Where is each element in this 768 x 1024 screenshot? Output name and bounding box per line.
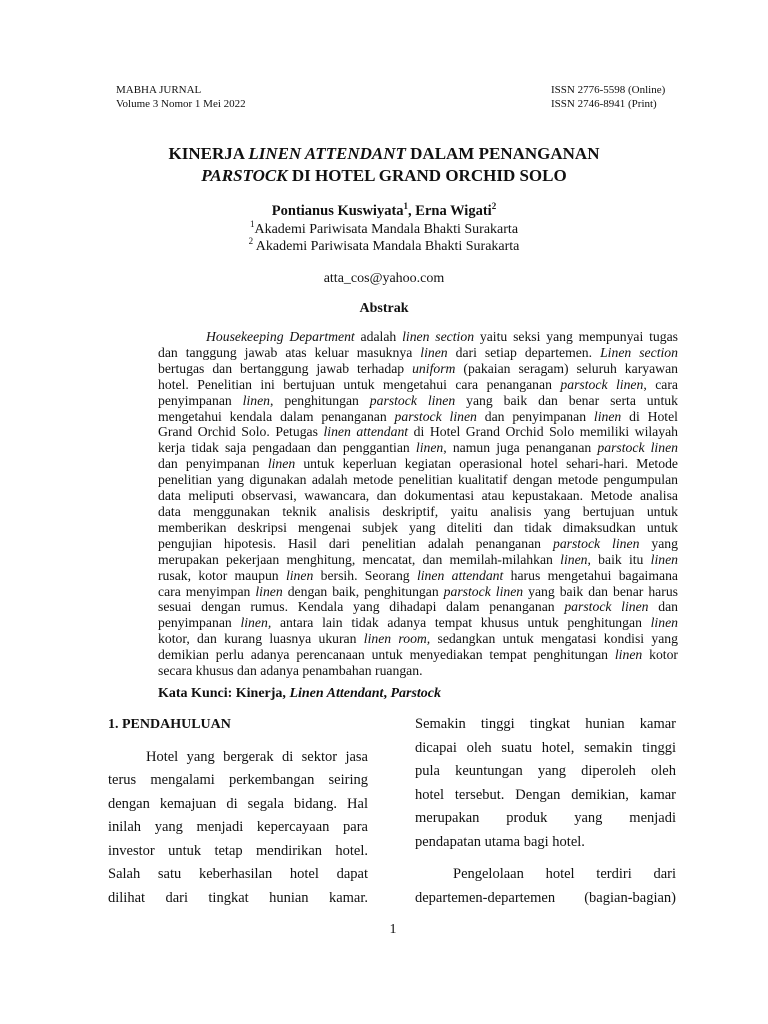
- abstract-text: dan tanggung jawab atas keluar masuknya: [158, 344, 421, 360]
- abstract-text: demikian perlu adanya perencanaan untuk menyediakan tempat penghitungan: [158, 647, 615, 663]
- abstract-line: [158, 663, 678, 679]
- abstract-text: dan penyimpanan: [476, 408, 594, 424]
- body-column-right: [415, 713, 676, 910]
- abstract-term-italic: parstock linen: [552, 535, 640, 551]
- abstract-text: memberikan deskripsi mengenai subjek yang diteliti dan tidak dimaksudkan untuk: [158, 519, 678, 535]
- abstract-text: data meliputi observasi, wawancara, dan dokumentasi atau kepustakaan. Metode analisa: [158, 488, 678, 504]
- volume-issue: Volume 3 Nomor 1 Mei 2022: [116, 98, 246, 110]
- abstract-line: [158, 329, 678, 345]
- abstract-text: , baik itu: [587, 551, 651, 567]
- section-heading: 1. PENDAHULUAN: [108, 717, 231, 732]
- body-line: terus mengalami perkembangan seiring: [108, 772, 368, 788]
- body-line: pendapatan utama bagi hotel.: [415, 833, 585, 850]
- abstract-line: [158, 456, 678, 472]
- issn-print: ISSN 2746-8941 (Print): [551, 98, 657, 110]
- abstract-text: (pakaian seragam) seluruh karyawan: [455, 360, 678, 376]
- abstract-text: pengujian hipotesis. Hasil dari penelitian adalah penanganan: [158, 535, 553, 551]
- abstract-line: [158, 568, 678, 584]
- journal-header-left: [116, 83, 246, 111]
- abstract-term-italic: linen: [415, 440, 444, 456]
- abstract-line: [158, 504, 678, 520]
- issn-online: ISSN 2776-5598 (Online): [551, 84, 666, 96]
- author-2: Erna Wigati: [415, 203, 492, 219]
- abstract-term-italic: Housekeeping Department: [206, 329, 355, 344]
- body-line: Hotel yang bergerak di sektor jasa: [146, 748, 368, 765]
- affiliation-2: [60, 238, 708, 255]
- keywords: [158, 686, 441, 702]
- abstract-line: [158, 536, 678, 552]
- body-line: dilihat dari tingkat hunian kamar.: [108, 889, 368, 906]
- abstract-text: , namun juga penanganan: [443, 440, 598, 456]
- keywords-separator: ,: [383, 686, 391, 701]
- abstract-text: kotor, dan kurang luasnya ukuran: [158, 631, 364, 647]
- body-line: hotel tersebut. Dengan demikian, kamar: [415, 786, 676, 803]
- author-1: Pontianus Kuswiyata: [271, 203, 404, 219]
- abstract-line: [158, 409, 678, 425]
- page-number: 1: [389, 922, 397, 937]
- body-line: investor untuk tetap mendirikan hotel.: [108, 842, 368, 859]
- abstract-text: data menggunakan teknik analisis deskriptif, yaitu analisis yang bertujuan untuk: [158, 503, 678, 519]
- abstract-term-italic: linen: [242, 392, 271, 408]
- abstract-text: yang baik dan benar harus: [523, 583, 678, 599]
- abstract-line: [158, 584, 678, 600]
- abstract-line: [158, 615, 678, 631]
- title-part: DALAM PENANGANAN: [405, 144, 600, 163]
- abstract-text: Grand Orchid Solo. Petugas: [158, 424, 324, 440]
- abstract-body: [158, 329, 678, 679]
- abstract-text: , penghitungan: [270, 392, 370, 408]
- abstract-line: [158, 377, 678, 393]
- abstract-line: [158, 488, 678, 504]
- body-line: pula keuntungan yang diperoleh oleh: [415, 763, 676, 779]
- abstract-text: mengetahui kendala dalam penanganan: [158, 408, 395, 424]
- body-line: Semakin tinggi tingkat hunian kamar: [415, 716, 676, 732]
- abstract-term-italic: parstock linen: [369, 392, 456, 408]
- keyword-2: Parstock: [390, 686, 442, 701]
- abstract-text: kerja tidak saja pengadaan dan penggantian: [158, 440, 416, 456]
- abstract-text: yang: [639, 535, 678, 551]
- abstract-line: [158, 424, 678, 440]
- body-column-left: [108, 713, 368, 910]
- title-part: DI HOTEL GRAND ORCHID SOLO: [287, 166, 567, 185]
- author-email[interactable]: atta_cos@yahoo.com: [323, 271, 445, 286]
- abstract-term-italic: parstock linen: [597, 440, 678, 456]
- abstract-heading: Abstrak: [359, 301, 409, 316]
- abstract-text: yang baik dan benar serta untuk: [455, 392, 678, 408]
- paper-title: [60, 143, 708, 187]
- abstract-term-italic: linen: [255, 583, 283, 599]
- affiliation-2-text: Akademi Pariwisata Mandala Bhakti Surakarta: [253, 239, 520, 254]
- abstract-text: , cara: [643, 376, 678, 392]
- author-1-sup: 1: [403, 201, 409, 211]
- author-2-sup: 2: [491, 201, 497, 211]
- abstract-line: [158, 599, 678, 615]
- abstract-term-italic: linen: [267, 456, 296, 472]
- body-line: Salah satu keberhasilan hotel dapat: [108, 866, 368, 882]
- title-line-1: [60, 143, 708, 165]
- abstract-term-italic: parstock linen: [564, 599, 649, 615]
- abstract-text: di Hotel Grand Orchid Solo memiliki wilayah: [408, 424, 678, 440]
- abstract-term-italic: parstock linen: [394, 408, 477, 424]
- keywords-label: Kata Kunci: Kinerja,: [158, 686, 290, 701]
- journal-name: MABHA JURNAL: [116, 84, 202, 96]
- abstract-term-italic: linen: [560, 551, 588, 567]
- abstract-term-italic: linen: [650, 615, 678, 631]
- abstract-line: [158, 472, 678, 488]
- abstract-term-italic: linen section: [402, 329, 475, 344]
- affiliation-1: [60, 221, 708, 238]
- abstract-term-italic: linen room,: [363, 631, 431, 647]
- author-block: [60, 201, 708, 319]
- abstract-text: dari setiap departemen.: [447, 344, 601, 360]
- journal-header-right: [551, 83, 665, 111]
- abstract-line: [158, 647, 678, 663]
- body-line: departemen-departemen (bagian-bagian): [415, 889, 676, 906]
- keyword-1: Linen Attendant: [289, 686, 384, 701]
- abstract-term-italic: linen: [285, 567, 314, 583]
- abstract-term-italic: uniform: [412, 360, 456, 376]
- body-line: dengan kemajuan di segala bidang. Hal: [108, 795, 368, 812]
- abstract-line: [158, 520, 678, 536]
- abstract-text: adalah: [354, 329, 403, 344]
- title-part-italic: PARSTOCK: [201, 166, 288, 185]
- abstract-term-italic: linen attendant: [323, 424, 409, 440]
- abstract-text: dengan baik, penghitungan: [282, 583, 444, 599]
- abstract-text: penyimpanan: [158, 615, 241, 631]
- abstract-text: rusak, kotor maupun: [158, 567, 286, 583]
- abstract-term-italic: linen,: [240, 615, 272, 631]
- title-part: KINERJA: [168, 144, 249, 163]
- abstract-text: secara khusus dan adanya penambahan ruangan.: [158, 663, 423, 679]
- body-line: merupakan produk yang menjadi: [415, 810, 676, 826]
- affiliation-1-text: Akademi Pariwisata Mandala Bhakti Surakarta: [254, 222, 519, 237]
- abstract-term-italic: parstock linen: [560, 376, 644, 392]
- abstract-text: hotel. Penelitian ini bertujuan untuk mengetahui cara penanganan: [158, 376, 561, 392]
- abstract-text: sesuai dengan rumus. Kendala yang dihadapi dalam penanganan: [158, 599, 565, 615]
- abstract-term-italic: linen: [614, 647, 643, 663]
- abstract-text: dan: [648, 599, 678, 615]
- abstract-text: merupakan pekerjaan menghitung, mencatat, dan memilah-milahkan: [158, 551, 561, 567]
- abstract-line: [158, 393, 678, 409]
- abstract-text: bersih. Seorang: [313, 567, 417, 583]
- abstract-term-italic: Linen section: [600, 344, 678, 360]
- abstract-line: [158, 440, 678, 456]
- title-part-italic: LINEN ATTENDANT: [248, 144, 406, 163]
- abstract-line: [158, 552, 678, 568]
- affiliation-2-sup: 2: [248, 236, 254, 246]
- abstract-term-italic: linen: [420, 344, 448, 360]
- abstract-text: untuk keperluan kegiatan operasional hotel sehari-hari. Metode: [295, 456, 678, 472]
- author-separator: ,: [408, 203, 416, 219]
- abstract-term-italic: parstock linen: [443, 583, 524, 599]
- paragraph-gap: [415, 854, 676, 863]
- abstract-text: di Hotel: [621, 408, 678, 424]
- abstract-text: sedangkan untuk mengatasi kondisi yang: [430, 631, 678, 647]
- abstract-text: cara menyimpan: [158, 583, 256, 599]
- body-line: inilah yang menjadi kepercayaan para: [108, 819, 368, 835]
- abstract-line: [158, 631, 678, 647]
- author-names: [60, 201, 708, 221]
- abstract-text: dan penyimpanan: [158, 456, 268, 472]
- abstract-line: [158, 361, 678, 377]
- abstract-line: [158, 345, 678, 361]
- body-line: dicapai oleh suatu hotel, semakin tinggi: [415, 739, 676, 756]
- abstract-text: kotor: [642, 647, 678, 663]
- body-line: Pengelolaan hotel terdiri dari: [453, 866, 676, 882]
- abstract-text: bertugas dan bertanggung jawab terhadap: [158, 360, 413, 376]
- abstract-text: antara lain tidak adanya tempat khusus untuk penghitungan: [271, 615, 651, 631]
- abstract-term-italic: linen: [593, 408, 622, 424]
- abstract-term-italic: linen attendant: [416, 567, 504, 583]
- abstract-term-italic: linen: [650, 551, 678, 567]
- affiliation-1-sup: 1: [249, 219, 255, 229]
- abstract-text: harus mengetahui bagaimana: [503, 567, 678, 583]
- abstract-text: penelitian yang digunakan adalah metode penelitian kualitatif dengan metode pengumpulan: [158, 472, 678, 488]
- abstract-text: penyimpanan: [158, 392, 243, 408]
- abstract-text: yaitu seksi yang mempunyai tugas: [474, 329, 678, 344]
- title-line-2: [60, 165, 708, 187]
